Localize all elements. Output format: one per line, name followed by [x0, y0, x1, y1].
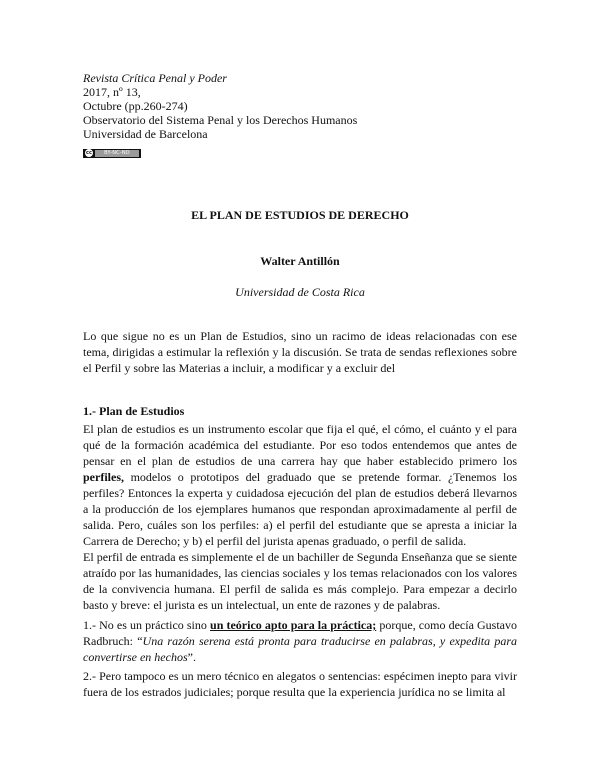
article-title: EL PLAN DE ESTUDIOS DE DERECHO [191, 208, 409, 222]
year-issue: 2017, nº 13, [83, 85, 141, 99]
month-pages: Octubre (pp.260-274) [83, 99, 188, 113]
journal-name: Revista Crítica Penal y Poder [83, 71, 227, 85]
paragraph-text: porque, como decía Gustavo Radbruch: “ [83, 618, 518, 648]
university: Universidad de Barcelona [83, 127, 208, 141]
paragraph-point-1 [83, 617, 517, 665]
paragraph-plan [83, 421, 517, 549]
paragraph-text: modelos o prototipos del graduado que se pretende formar. ¿Tenemos los perfiles? Entonces la experta y cuidadosa ejecución del plan de estudios deberá llevarnos a la producción de los ejemplares humanos que respondan aproximadamente al perfil de salida. Pero, cuáles son los perfiles: a) el perfil del estudiante que se apresta a iniciar la Carrera de Derecho; y b) el perfil del jurista apenas graduado, o perfil de salida. [83, 470, 517, 548]
quotation: Una razón serena está pronta para traducirse en palabras, y expedita para convertirse en hechos [83, 634, 517, 664]
author-affiliation: Universidad de Costa Rica [235, 285, 365, 299]
paragraph-text: El plan de estudios es un instrumento escolar que fija el qué, el cómo, el cuánto y el para qué de la formación académica del estudiante. Por eso todos entendemos que antes de pensar en el plan de estudios de una carrera hay que haber establecido primero los [83, 422, 517, 468]
emphasized-phrase: un teórico apto para la práctica; [210, 618, 377, 632]
journal-header [83, 71, 517, 159]
paragraph-point-2: 2.- Pero tampoco es un mero técnico en alegatos o sentencias: espécimen inepto para vivir fuera de los estrados judiciales; porque resulta que la experiencia jurídica no se limita al [83, 669, 517, 699]
paragraph-text: ”. [187, 650, 196, 664]
article-author: Walter Antillón [260, 254, 340, 268]
paragraph-perfil: El perfil de entrada es simplemente el de un bachiller de Segunda Enseñanza que se siente atraído por las humanidades, las ciencias sociales y los temas relacionados con los valores de la convivencia humana. El perfil de salida es más complejo. Para empezar a decirlo basto y breve: el jurista es un intelectual, un ente de razones y de palabras. [83, 550, 517, 612]
cc-symbol: cc [86, 150, 92, 156]
document-page [83, 71, 518, 699]
bold-term: perfiles, [83, 470, 124, 484]
section-heading: 1.- Plan de Estudios [83, 404, 185, 418]
license-text: BY-NC-ND [95, 150, 139, 157]
creative-commons-license-icon[interactable] [83, 149, 141, 158]
intro-paragraph: Lo que sigue no es un Plan de Estudios, sino un racimo de ideas relacionadas con ese tema, dirigidas a estimular la reflexión y la discusión. Se trata de sendas reflexiones sobre el Perfil y sobre las Materias a incluir, a modificar y a excluir del [83, 329, 517, 375]
observatory: Observatorio del Sistema Penal y los Derechos Humanos [83, 113, 358, 127]
paragraph-text: 1.- No es un práctico sino [83, 618, 211, 632]
